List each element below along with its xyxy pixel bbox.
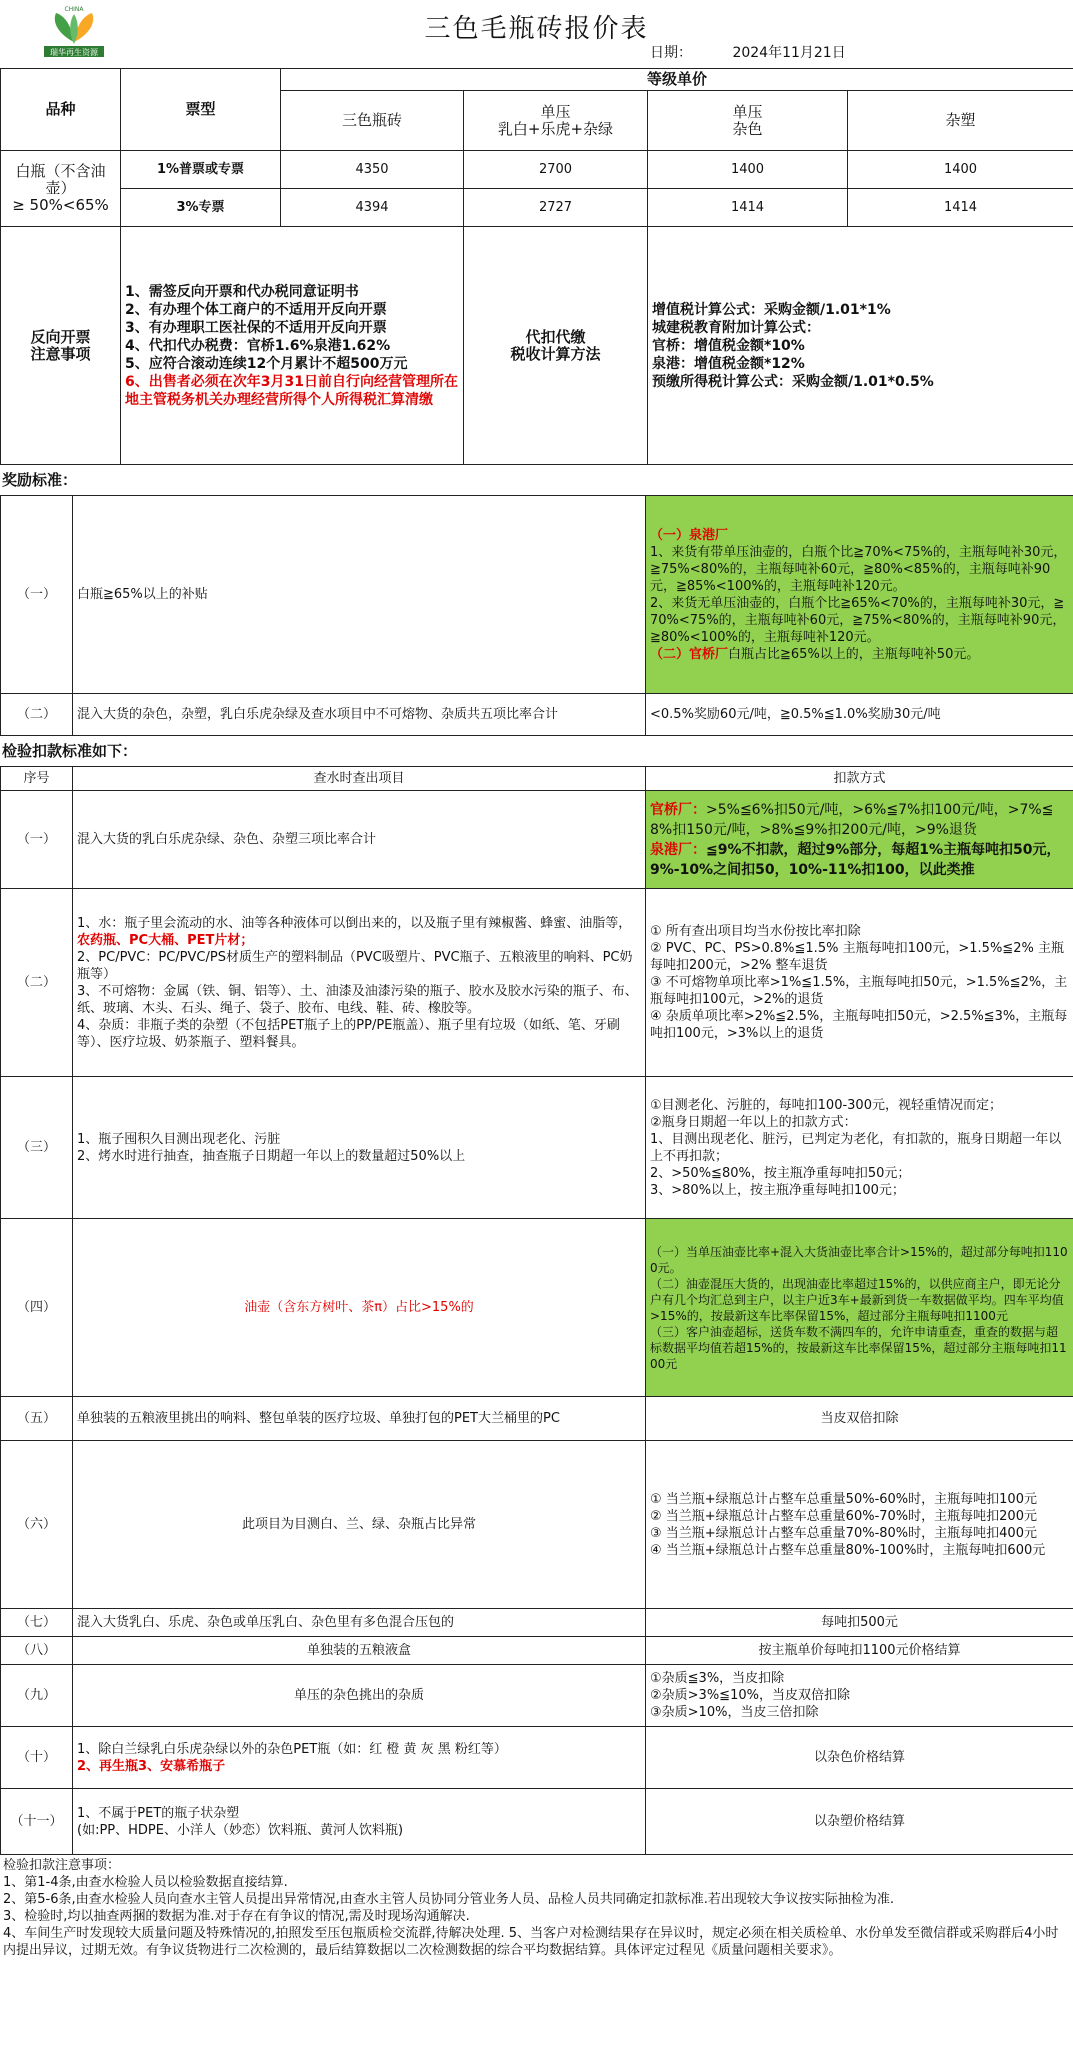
reward-table: [0, 495, 1073, 736]
deduct-no: （六）: [1, 1441, 73, 1609]
formula-line: 泉港：增值税金额*12%: [652, 355, 805, 372]
col-item: 查水时查出项目: [73, 767, 646, 791]
grade-1: 三色瓶砖: [281, 91, 464, 151]
ticket-1: 1%普票或专票: [121, 151, 281, 189]
notes-title: 检验扣款注意事项：: [3, 1858, 121, 1873]
deduct-method: [646, 791, 1073, 889]
reward-method: <0.5%奖励60元/吨，≧0.5%≦1.0%奖励30元/吨: [646, 694, 1073, 736]
deduct-item: 此项目为目测白、兰、绿、杂瓶占比异常: [73, 1441, 646, 1609]
note-line: 3、检验时,均以抽查两捆的数据为准.对于存在有争议的情况,需及时现场沟通解决.: [3, 1909, 470, 1924]
reward-factory-heading: （二）官桥厂: [650, 646, 729, 662]
col-method: 扣款方式: [646, 767, 1073, 791]
deduct-no: （七）: [1, 1609, 73, 1637]
variety-cell: 白瓶（不含油壶） ≥ 50%<65%: [1, 151, 121, 227]
reverse-item: 5、应符合滚动连续12个月累计不超500万元: [125, 355, 408, 372]
deduct-item-text: 1、除白兰绿乳白乐虎杂绿以外的杂色PET瓶（如：红 橙 黄 灰 黑 粉红等）: [77, 1741, 507, 1757]
deduct-item: 1、瓶子囤积久目测出现老化、污脏 2、烤水时进行抽查，抽查瓶子日期超一年以上的数量超过50%以上: [73, 1077, 646, 1219]
reverse-item: 1、需签反向开票和代办税同意证明书: [125, 283, 359, 300]
deduct-method: （一）当单压油壶比率+混入大货油壶比率合计>15%的，超过部分每吨扣1100元。 （二）油壶混压大货的，出现油壶比率超过15%的，以供应商主户，即无论分户有几个均汇总到主户，以主户近3车+最新到货一车数据做平均。四车平均值>15%的，按最新这车比率保留15%，超过部分主瓶每吨扣1100元 （三）客户油壶超标，送货车数不满四车的，允许申请重查，重查的数据与超标数据平均值若超15%的，按最新这车比率保留15%，超过部分主瓶每吨扣1100元: [646, 1219, 1073, 1397]
grade-3: 单压 杂色: [648, 91, 848, 151]
formula-line: 增值税计算公式：采购金额/1.01*1%: [652, 301, 891, 318]
factory-text: ≦9%不扣款，超过9%部分，每超1%主瓶每吨扣50元，9%-10%之间扣50，10%-11%扣100，以此类推: [650, 841, 1061, 878]
grade-4: 杂塑: [848, 91, 1073, 151]
deduct-no: （四）: [1, 1219, 73, 1397]
deduct-no: （五）: [1, 1397, 73, 1441]
grade-header: 等级单价: [281, 69, 1073, 91]
factory-text: >5%≦6%扣50元/吨，>6%≦7%扣100元/吨，>7%≦8%扣150元/吨，>8%≦9%扣200元/吨，>9%退货: [650, 801, 1054, 838]
reverse-item-warning: 6、出售者必须在次年3月31日前自行向经营管理所在地主管税务机关办理经营所得个人所得税汇算清缴: [125, 373, 458, 408]
ticket-2: 3%专票: [121, 189, 281, 227]
sheet-header: [0, 0, 1073, 68]
deduct-no: （二）: [1, 889, 73, 1077]
deduct-no: （八）: [1, 1637, 73, 1665]
col-ticket: 票型: [121, 69, 281, 151]
tax-formulas: [648, 227, 1073, 465]
formula-line: 官桥：增值税金额*10%: [652, 337, 805, 354]
tax-method-label: 代扣代缴 税收计算方法: [464, 227, 648, 465]
reward-no: （一）: [1, 496, 73, 694]
reverse-item: 3、有办理职工医社保的不适用开反向开票: [125, 319, 387, 336]
deduct-method: ①目测老化、污脏的，每吨扣100-300元，视轻重情况而定； ②瓶身日期超一年以上的扣款方式： 1、目测出现老化、脏污，已判定为老化，有扣款的，瓶身日期超一年以上不再扣款； 2、>50%≦80%，按主瓶净重每吨扣50元； 3、>80%以上，按主瓶净重每吨扣100元；: [646, 1077, 1073, 1219]
price-cell: 1400: [648, 151, 848, 189]
deduct-no: （一）: [1, 791, 73, 889]
deduct-section-title: 检验扣款标准如下：: [2, 742, 138, 760]
reverse-item: 2、有办理个体工商户的不适用开反向开票: [125, 301, 387, 318]
col-no: 序号: [1, 767, 73, 791]
deduct-method: ①杂质≦3%，当皮扣除 ②杂质>3%≦10%，当皮双倍扣除 ③杂质>10%，当皮三倍扣除: [646, 1665, 1073, 1727]
deduct-item: 单独装的五粮液里挑出的响料、整包单装的医疗垃圾、单独打包的PET大兰桶里的PC: [73, 1397, 646, 1441]
deduct-item: 1、不属于PET的瓶子状杂塑 (如:PP、HDPE、小洋人（妙恋）饮料瓶、黄河人饮料瓶): [73, 1789, 646, 1855]
col-variety: 品种: [1, 69, 121, 151]
deduct-item: 油壶（含东方树叶、茶π）占比>15%的: [73, 1219, 646, 1397]
deduct-method: 以杂塑价格结算: [646, 1789, 1073, 1855]
reward-no: （二）: [1, 694, 73, 736]
deduct-item: 混入大货乳白、乐虎、杂色或单压乳白、杂色里有多色混合压包的: [73, 1609, 646, 1637]
price-cell: 1400: [848, 151, 1073, 189]
reverse-label: 反向开票 注意事项: [1, 227, 121, 465]
inspection-notes: [0, 1855, 1073, 1961]
price-cell: 4394: [281, 189, 464, 227]
deduct-method: ① 当兰瓶+绿瓶总计占整车总重量50%-60%时，主瓶每吨扣100元 ② 当兰瓶+绿瓶总计占整车总重量60%-70%时，主瓶每吨扣200元 ③ 当兰瓶+绿瓶总计占整车总重量70%-80%时，主瓶每吨扣400元 ④ 当兰瓶+绿瓶总计占整车总重量80%-100%时，主瓶每吨扣600元: [646, 1441, 1073, 1609]
price-cell: 4350: [281, 151, 464, 189]
reward-method: [646, 496, 1073, 694]
deduct-method: 以杂色价格结算: [646, 1727, 1073, 1789]
price-cell: 1414: [848, 189, 1073, 227]
date-value: 2024年11月21日: [732, 45, 846, 61]
price-table: [0, 68, 1073, 465]
note-line: 2、第5-6条,由查水检验人员向查水主管人员提出异常情况,由查水主管人员协同分管业务人员、品检人员共同确定扣款标准.若出现较大争议按实际抽检为准.: [3, 1892, 895, 1907]
deduct-item: [73, 1727, 646, 1789]
reward-item: 混入大货的杂色，杂塑，乳白乐虎杂绿及查水项目中不可熔物、杂质共五项比率合计: [73, 694, 646, 736]
deduct-item: 混入大货的乳白乐虎杂绿、杂色、杂塑三项比率合计: [73, 791, 646, 889]
deduct-table: [0, 766, 1073, 1855]
deduct-method: 当皮双倍扣除: [646, 1397, 1073, 1441]
price-cell: 2727: [464, 189, 648, 227]
grade-2: 单压 乳白+乐虎+杂绿: [464, 91, 648, 151]
price-cell: 1414: [648, 189, 848, 227]
reverse-item: 4、代扣代办税费：官桥1.6%泉港1.62%: [125, 337, 391, 354]
reward-factory-heading: （一）泉港厂: [650, 527, 729, 543]
deduct-method: 每吨扣500元: [646, 1609, 1073, 1637]
date-row: [650, 42, 882, 62]
note-line: 4、车间生产时发现较大质量问题及特殊情况的,拍照发至压包瓶质检交流群,待解决处理. 5、当客户对检测结果存在异议时，规定必须在相关质检单、水份单发至微信群或采购群后4小时内提出异议，过期无效。有争议货物进行二次检测的，最后结算数据以二次检测数据的综合平均数据结算。具体评定过程见《质量问题相关要求》。: [3, 1926, 1059, 1958]
reward-section-title: 奖励标准：: [2, 471, 78, 489]
page-title: 三色毛瓶砖报价表: [424, 14, 649, 44]
deduct-item-highlight: 农药瓶、PC大桶、PET片材；: [77, 932, 254, 948]
logo-text: 瑞华再生资源: [50, 48, 98, 57]
reverse-notes: [121, 227, 464, 465]
note-line: 1、第1-4条,由查水检验人员以检验数据直接结算.: [3, 1875, 288, 1890]
reward-item: 白瓶≧65%以上的补贴: [73, 496, 646, 694]
formula-line: 城建税教育附加计算公式：: [652, 319, 820, 336]
reward-factory-text: 白瓶占比≧65%以上的，主瓶每吨补50元。: [728, 646, 980, 662]
deduct-item-highlight: 2、再生瓶3、安慕希瓶子: [77, 1758, 226, 1774]
deduct-item-text: 1、水：瓶子里会流动的水、油等各种液体可以倒出来的，以及瓶子里有辣椒酱、蜂蜜、油脂等，: [77, 915, 632, 931]
deduct-method: 按主瓶单价每吨扣1100元价格结算: [646, 1637, 1073, 1665]
deduct-no: （九）: [1, 1665, 73, 1727]
deduct-item: 单压的杂色挑出的杂质: [73, 1665, 646, 1727]
deduct-item: 单独装的五粮液盒: [73, 1637, 646, 1665]
deduct-no: （十）: [1, 1727, 73, 1789]
deduct-no: （十一）: [1, 1789, 73, 1855]
date-label: 日期：: [650, 45, 692, 61]
factory-heading: 泉港厂：: [650, 841, 706, 858]
reward-factory-text: 1、来货有带单压油壶的，白瓶个比≧70%<75%的，主瓶每吨补30元，≧75%<80%的，主瓶每吨补60元，≧80%<85%的，主瓶每吨补90元，≧85%<100%的，主瓶每吨补120元。 2、来货无单压油壶的，白瓶个比≧65%<70%的，主瓶每吨补30元，≧70%<75%的，主瓶每吨补60元，≧75%<80%的，主瓶每吨补90元，≧80%<100%的，主瓶每吨补120元。: [650, 544, 1067, 645]
deduct-item-text: 2、PC/PVC：PC/PVC/PS材质生产的塑料制品（PVC吸塑片、PVC瓶子、五粮液里的响料、PC奶瓶等） 3、不可熔物：金属（铁、铜、铝等）、土、油漆及油漆污染的瓶子、胶水及胶水污染的瓶子、布、纸、玻璃、木头、石头、绳子、袋子、胶布、电线、鞋、砖、橡胶等。 4、杂质：非瓶子类的杂塑（不包括PET瓶子上的PP/PE瓶盖）、瓶子里有垃圾（如纸、笔、牙刷等）、医疗垃圾、奶茶瓶子、塑料餐具。: [77, 949, 638, 1050]
deduct-item: [73, 889, 646, 1077]
logo-top-text: CHINA: [64, 6, 84, 13]
deduct-method: ① 所有查出项目均当水份按比率扣除 ② PVC、PC、PS>0.8%≦1.5% 主瓶每吨扣100元，>1.5%≦2% 主瓶每吨扣200元，>2% 整车退货 ③ 不可熔物单项比率>1%≦1.5%，主瓶每吨扣50元，>1.5%≦2%，主瓶每吨扣100元，>2%的退货 ④ 杂质单项比率>2%≦2.5%，主瓶每吨扣50元，>2.5%≦3%，主瓶每吨扣100元，>3%以上的退货: [646, 889, 1073, 1077]
factory-heading: 官桥厂：: [650, 801, 706, 818]
deduct-no: （三）: [1, 1077, 73, 1219]
formula-line: 预缴所得税计算公式：采购金额/1.01*0.5%: [652, 373, 934, 390]
price-cell: 2700: [464, 151, 648, 189]
